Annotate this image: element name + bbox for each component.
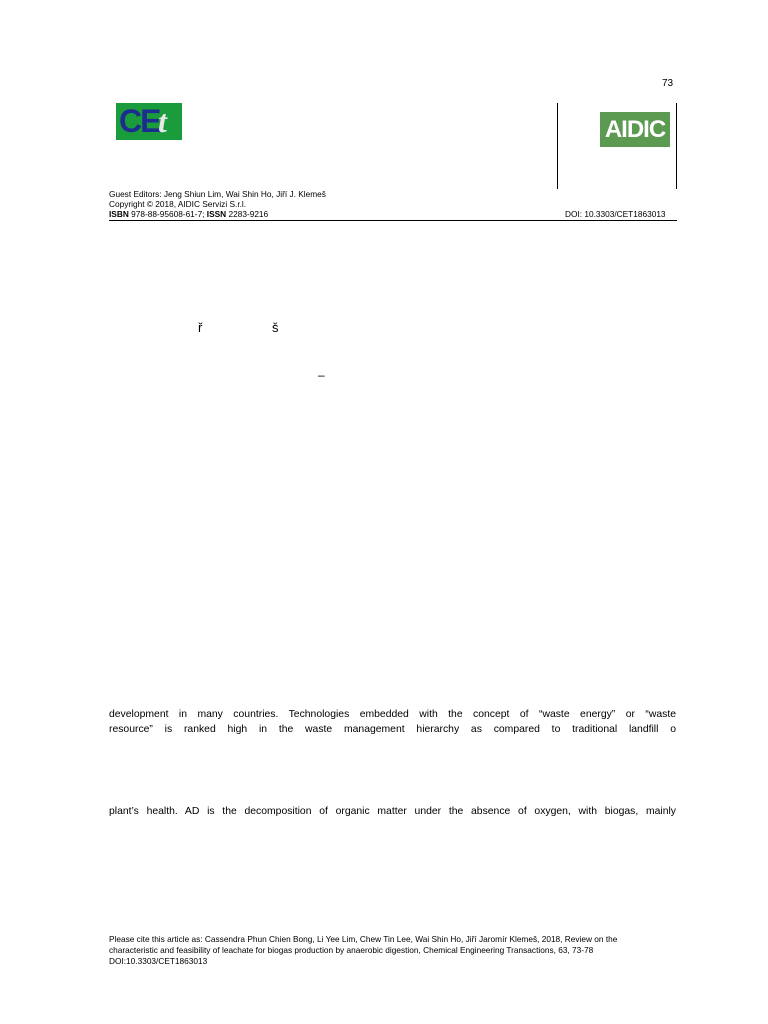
header-divider-right bbox=[676, 103, 677, 189]
page-number: 73 bbox=[662, 78, 674, 89]
isbn-label: ISBN bbox=[109, 209, 129, 219]
guest-editors-line bbox=[109, 189, 326, 199]
cet-logo bbox=[116, 103, 182, 140]
text-fragment-r-caron: ř bbox=[198, 320, 203, 335]
guest-editors-label: Guest Editors: bbox=[109, 189, 162, 199]
cet-logo-italic: t bbox=[158, 103, 167, 139]
isbn-value: 978-88-95608-61-7; bbox=[131, 209, 205, 219]
text-fragment-s-caron: š bbox=[272, 320, 279, 335]
copyright-line: Copyright © 2018, AIDIC Servizi S.r.l. bbox=[109, 199, 247, 209]
citation-doi: DOI:10.3303/CET1863013 bbox=[109, 956, 208, 966]
body-text-line: resource” is ranked high in the waste management hierarchy as compared to traditional landfill o bbox=[109, 724, 676, 735]
citation-line: characteristic and feasibility of leachate for biogas production by anaerobic digestion, Chemical Engineering Transactions, 63, 73-78 bbox=[109, 945, 594, 955]
body-text-line: plant’s health. AD is the decomposition of organic matter under the absence of oxygen, with biogas, mainly bbox=[109, 806, 676, 817]
header-doi: DOI: 10.3303/CET1863013 bbox=[565, 209, 666, 219]
header-divider-left bbox=[557, 103, 558, 189]
citation-line: Please cite this article as: Cassendra Phun Chien Bong, Li Yee Lim, Chew Tin Lee, Wai Shin Ho, Jiří Jaromír Klemeš, 2018, Review on the bbox=[109, 934, 618, 944]
issn-label: ISSN bbox=[206, 209, 227, 219]
aidic-logo: AIDIC bbox=[600, 112, 670, 147]
text-fragment-dash: – bbox=[318, 368, 325, 382]
cet-logo-letters: CE bbox=[119, 103, 160, 139]
issn-value: 2283-9216 bbox=[228, 209, 269, 219]
isbn-line bbox=[109, 209, 268, 219]
guest-editors: Jeng Shiun Lim, Wai Shin Ho, Jiří J. Klemeš bbox=[163, 189, 326, 199]
body-text-line: development in many countries. Technologies embedded with the concept of “waste energy” or “waste bbox=[109, 709, 676, 720]
header-rule bbox=[109, 220, 677, 221]
